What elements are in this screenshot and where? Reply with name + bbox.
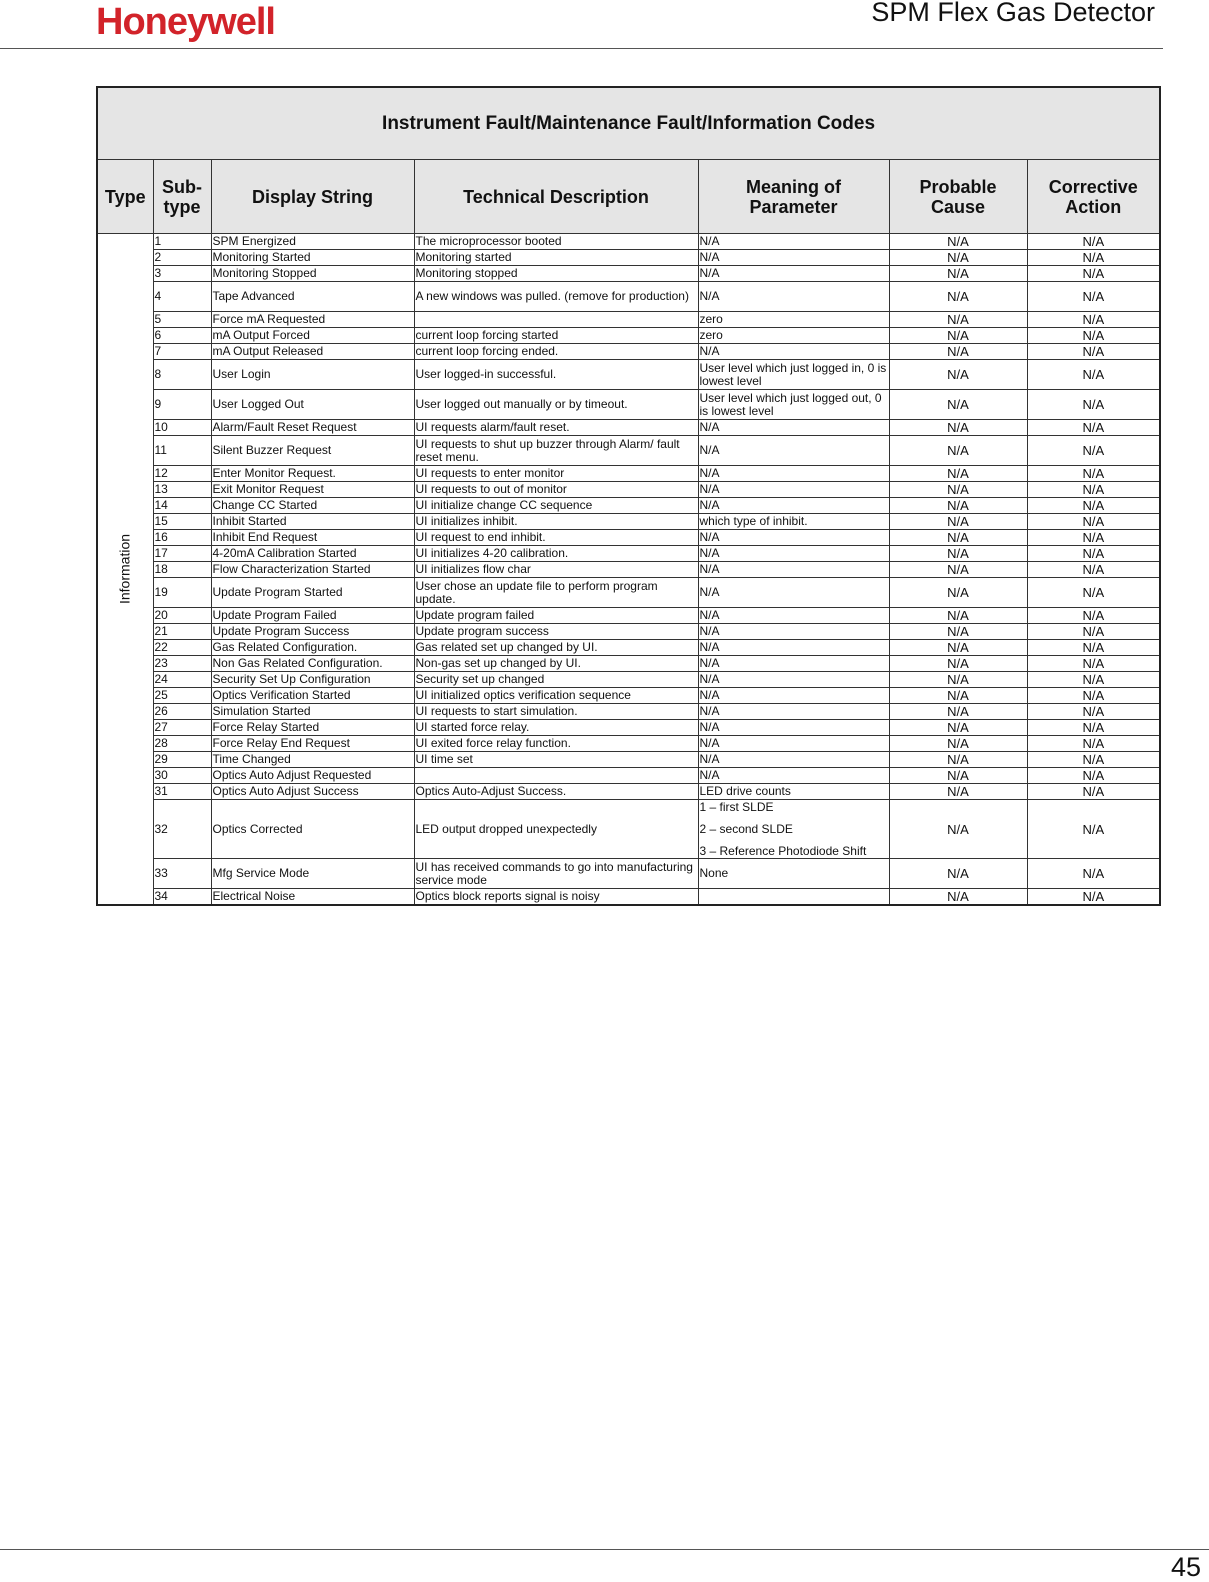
display-string-cell: Silent Buzzer Request — [211, 436, 414, 466]
technical-description-cell: UI started force relay. — [414, 720, 698, 736]
subtype-cell: 8 — [153, 360, 211, 390]
probable-cause-cell: N/A — [889, 784, 1027, 800]
display-string-cell: Gas Related Configuration. — [211, 640, 414, 656]
technical-description-cell: UI initializes inhibit. — [414, 514, 698, 530]
table-row — [97, 672, 1160, 688]
technical-description-cell: UI initializes flow char — [414, 562, 698, 578]
display-string-cell: Force mA Requested — [211, 312, 414, 328]
meaning-of-parameter-cell: N/A — [698, 752, 889, 768]
technical-description-cell: A new windows was pulled. (remove for production) — [414, 282, 698, 312]
probable-cause-cell: N/A — [889, 656, 1027, 672]
table-row — [97, 360, 1160, 390]
meaning-of-parameter-cell: N/A — [698, 608, 889, 624]
corrective-action-cell: N/A — [1027, 420, 1160, 436]
meaning-of-parameter-cell: N/A — [698, 250, 889, 266]
display-string-cell: Force Relay End Request — [211, 736, 414, 752]
subtype-cell: 13 — [153, 482, 211, 498]
meaning-of-parameter-cell: N/A — [698, 704, 889, 720]
subtype-cell: 31 — [153, 784, 211, 800]
display-string-cell: Flow Characterization Started — [211, 562, 414, 578]
table-row — [97, 530, 1160, 546]
corrective-action-cell: N/A — [1027, 859, 1160, 889]
meaning-of-parameter-cell: N/A — [698, 482, 889, 498]
subtype-cell: 33 — [153, 859, 211, 889]
meaning-of-parameter-cell — [698, 800, 889, 859]
technical-description-cell: Monitoring started — [414, 250, 698, 266]
probable-cause-cell: N/A — [889, 530, 1027, 546]
subtype-cell: 34 — [153, 889, 211, 906]
display-string-cell: Tape Advanced — [211, 282, 414, 312]
probable-cause-cell: N/A — [889, 234, 1027, 250]
meaning-of-parameter-cell: N/A — [698, 672, 889, 688]
meaning-of-parameter-cell: N/A — [698, 266, 889, 282]
corrective-action-cell: N/A — [1027, 752, 1160, 768]
column-header-corrective-action: Corrective Action — [1027, 160, 1160, 234]
technical-description-cell — [414, 312, 698, 328]
display-string-cell: mA Output Forced — [211, 328, 414, 344]
display-string-cell: User Login — [211, 360, 414, 390]
technical-description-cell — [414, 768, 698, 784]
corrective-action-cell: N/A — [1027, 736, 1160, 752]
meaning-of-parameter-cell: User level which just logged in, 0 is lowest level — [698, 360, 889, 390]
subtype-cell: 19 — [153, 578, 211, 608]
probable-cause-cell: N/A — [889, 768, 1027, 784]
display-string-cell: Simulation Started — [211, 704, 414, 720]
subtype-cell: 9 — [153, 390, 211, 420]
meaning-of-parameter-cell: N/A — [698, 688, 889, 704]
probable-cause-cell: N/A — [889, 704, 1027, 720]
subtype-cell: 27 — [153, 720, 211, 736]
table-row — [97, 608, 1160, 624]
display-string-cell: Monitoring Started — [211, 250, 414, 266]
corrective-action-cell: N/A — [1027, 498, 1160, 514]
probable-cause-cell: N/A — [889, 859, 1027, 889]
subtype-cell: 32 — [153, 800, 211, 859]
probable-cause-cell: N/A — [889, 282, 1027, 312]
technical-description-cell: UI exited force relay function. — [414, 736, 698, 752]
table-row — [97, 752, 1160, 768]
subtype-cell: 30 — [153, 768, 211, 784]
corrective-action-cell: N/A — [1027, 514, 1160, 530]
display-string-cell: Alarm/Fault Reset Request — [211, 420, 414, 436]
subtype-cell: 12 — [153, 466, 211, 482]
table-row — [97, 784, 1160, 800]
column-header-subtype: Sub-type — [153, 160, 211, 234]
parameter-line: 2 – second SLDE — [699, 821, 793, 836]
probable-cause-cell: N/A — [889, 624, 1027, 640]
technical-description-cell: Gas related set up changed by UI. — [414, 640, 698, 656]
table-row — [97, 266, 1160, 282]
subtype-cell: 26 — [153, 704, 211, 720]
column-header-type: Type — [97, 160, 153, 234]
meaning-of-parameter-cell: N/A — [698, 656, 889, 672]
meaning-of-parameter-cell: N/A — [698, 578, 889, 608]
corrective-action-cell: N/A — [1027, 436, 1160, 466]
display-string-cell: Time Changed — [211, 752, 414, 768]
table-body — [97, 234, 1160, 906]
probable-cause-cell: N/A — [889, 344, 1027, 360]
technical-description-cell: User logged-in successful. — [414, 360, 698, 390]
type-cell — [97, 234, 153, 906]
table-row — [97, 768, 1160, 784]
display-string-cell: User Logged Out — [211, 390, 414, 420]
technical-description-cell: Update program success — [414, 624, 698, 640]
meaning-of-parameter-cell: User level which just logged out, 0 is lowest level — [698, 390, 889, 420]
display-string-cell: Mfg Service Mode — [211, 859, 414, 889]
technical-description-cell: UI request to end inhibit. — [414, 530, 698, 546]
probable-cause-cell: N/A — [889, 390, 1027, 420]
technical-description-cell: The microprocessor booted — [414, 234, 698, 250]
technical-description-cell: User logged out manually or by timeout. — [414, 390, 698, 420]
meaning-of-parameter-cell: N/A — [698, 768, 889, 784]
meaning-of-parameter-cell: N/A — [698, 624, 889, 640]
meaning-of-parameter-cell — [698, 889, 889, 906]
technical-description-cell: Optics block reports signal is noisy — [414, 889, 698, 906]
subtype-cell: 6 — [153, 328, 211, 344]
header-divider — [0, 48, 1163, 49]
parameter-line: 1 – first SLDE — [699, 799, 774, 814]
table-caption: Instrument Fault/Maintenance Fault/Information Codes — [97, 87, 1160, 160]
column-header-meaning-of-parameter: Meaning of Parameter — [698, 160, 889, 234]
corrective-action-cell: N/A — [1027, 250, 1160, 266]
corrective-action-cell: N/A — [1027, 482, 1160, 498]
technical-description-cell: UI requests to enter monitor — [414, 466, 698, 482]
technical-description-cell: LED output dropped unexpectedly — [414, 800, 698, 859]
subtype-cell: 24 — [153, 672, 211, 688]
corrective-action-cell: N/A — [1027, 344, 1160, 360]
corrective-action-cell: N/A — [1027, 546, 1160, 562]
technical-description-cell: current loop forcing ended. — [414, 344, 698, 360]
table-row — [97, 800, 1160, 859]
probable-cause-cell: N/A — [889, 328, 1027, 344]
technical-description-cell: UI requests to start simulation. — [414, 704, 698, 720]
honeywell-logo: Honeywell — [96, 1, 275, 43]
corrective-action-cell: N/A — [1027, 328, 1160, 344]
corrective-action-cell: N/A — [1027, 889, 1160, 906]
display-string-cell: Non Gas Related Configuration. — [211, 656, 414, 672]
table-row — [97, 436, 1160, 466]
subtype-cell: 10 — [153, 420, 211, 436]
probable-cause-cell: N/A — [889, 266, 1027, 282]
probable-cause-cell: N/A — [889, 578, 1027, 608]
display-string-cell: 4-20mA Calibration Started — [211, 546, 414, 562]
table-row — [97, 859, 1160, 889]
display-string-cell: Update Program Failed — [211, 608, 414, 624]
subtype-cell: 21 — [153, 624, 211, 640]
probable-cause-cell: N/A — [889, 436, 1027, 466]
technical-description-cell: UI time set — [414, 752, 698, 768]
type-label: Information — [116, 533, 133, 605]
subtype-cell: 1 — [153, 234, 211, 250]
subtype-cell: 25 — [153, 688, 211, 704]
technical-description-cell: UI initializes 4-20 calibration. — [414, 546, 698, 562]
table-row — [97, 234, 1160, 250]
display-string-cell: Force Relay Started — [211, 720, 414, 736]
table-row — [97, 250, 1160, 266]
display-string-cell: Monitoring Stopped — [211, 266, 414, 282]
subtype-cell: 16 — [153, 530, 211, 546]
corrective-action-cell: N/A — [1027, 640, 1160, 656]
subtype-cell: 7 — [153, 344, 211, 360]
table-row — [97, 736, 1160, 752]
probable-cause-cell: N/A — [889, 514, 1027, 530]
table-row — [97, 514, 1160, 530]
technical-description-cell: current loop forcing started — [414, 328, 698, 344]
document-title: SPM Flex Gas Detector — [871, 0, 1155, 27]
subtype-cell: 20 — [153, 608, 211, 624]
corrective-action-cell: N/A — [1027, 530, 1160, 546]
table-row — [97, 640, 1160, 656]
table-row — [97, 498, 1160, 514]
display-string-cell: Inhibit Started — [211, 514, 414, 530]
corrective-action-cell: N/A — [1027, 784, 1160, 800]
table-row — [97, 704, 1160, 720]
meaning-of-parameter-cell: N/A — [698, 562, 889, 578]
technical-description-cell: UI initialize change CC sequence — [414, 498, 698, 514]
subtype-cell: 29 — [153, 752, 211, 768]
technical-description-cell: Non-gas set up changed by UI. — [414, 656, 698, 672]
display-string-cell: Optics Verification Started — [211, 688, 414, 704]
probable-cause-cell: N/A — [889, 546, 1027, 562]
display-string-cell: Electrical Noise — [211, 889, 414, 906]
technical-description-cell: Update program failed — [414, 608, 698, 624]
display-string-cell: Optics Corrected — [211, 800, 414, 859]
technical-description-cell: User chose an update file to perform program update. — [414, 578, 698, 608]
corrective-action-cell: N/A — [1027, 390, 1160, 420]
display-string-cell: SPM Energized — [211, 234, 414, 250]
corrective-action-cell: N/A — [1027, 234, 1160, 250]
probable-cause-cell: N/A — [889, 562, 1027, 578]
meaning-of-parameter-cell: N/A — [698, 466, 889, 482]
display-string-cell: Update Program Success — [211, 624, 414, 640]
display-string-cell: Security Set Up Configuration — [211, 672, 414, 688]
meaning-of-parameter-cell: which type of inhibit. — [698, 514, 889, 530]
table-row — [97, 720, 1160, 736]
subtype-cell: 2 — [153, 250, 211, 266]
technical-description-cell: Monitoring stopped — [414, 266, 698, 282]
meaning-of-parameter-cell: N/A — [698, 282, 889, 312]
table-row — [97, 420, 1160, 436]
meaning-of-parameter-cell: N/A — [698, 420, 889, 436]
subtype-cell: 17 — [153, 546, 211, 562]
corrective-action-cell: N/A — [1027, 466, 1160, 482]
page-number: 45 — [1170, 1552, 1201, 1582]
subtype-cell: 3 — [153, 266, 211, 282]
table-row — [97, 482, 1160, 498]
probable-cause-cell: N/A — [889, 608, 1027, 624]
subtype-cell: 28 — [153, 736, 211, 752]
column-header-probable-cause: Probable Cause — [889, 160, 1027, 234]
probable-cause-cell: N/A — [889, 498, 1027, 514]
display-string-cell: Update Program Started — [211, 578, 414, 608]
technical-description-cell: Security set up changed — [414, 672, 698, 688]
subtype-cell: 11 — [153, 436, 211, 466]
corrective-action-cell: N/A — [1027, 720, 1160, 736]
corrective-action-cell: N/A — [1027, 624, 1160, 640]
meaning-of-parameter-cell: N/A — [698, 344, 889, 360]
corrective-action-cell: N/A — [1027, 608, 1160, 624]
corrective-action-cell: N/A — [1027, 312, 1160, 328]
subtype-cell: 4 — [153, 282, 211, 312]
table-row — [97, 578, 1160, 608]
probable-cause-cell: N/A — [889, 752, 1027, 768]
meaning-of-parameter-cell: N/A — [698, 640, 889, 656]
meaning-of-parameter-cell: zero — [698, 312, 889, 328]
meaning-of-parameter-cell: N/A — [698, 234, 889, 250]
probable-cause-cell: N/A — [889, 720, 1027, 736]
table-row — [97, 688, 1160, 704]
subtype-cell: 15 — [153, 514, 211, 530]
probable-cause-cell: N/A — [889, 420, 1027, 436]
technical-description-cell: Optics Auto-Adjust Success. — [414, 784, 698, 800]
display-string-cell: Exit Monitor Request — [211, 482, 414, 498]
meaning-of-parameter-cell: LED drive counts — [698, 784, 889, 800]
corrective-action-cell: N/A — [1027, 578, 1160, 608]
technical-description-cell: UI initialized optics verification sequence — [414, 688, 698, 704]
table-row — [97, 656, 1160, 672]
probable-cause-cell: N/A — [889, 736, 1027, 752]
display-string-cell: Optics Auto Adjust Requested — [211, 768, 414, 784]
subtype-cell: 22 — [153, 640, 211, 656]
table-row — [97, 889, 1160, 906]
technical-description-cell: UI requests to shut up buzzer through Alarm/ fault reset menu. — [414, 436, 698, 466]
meaning-of-parameter-cell: N/A — [698, 498, 889, 514]
meaning-of-parameter-cell: N/A — [698, 546, 889, 562]
display-string-cell: mA Output Released — [211, 344, 414, 360]
meaning-of-parameter-cell: N/A — [698, 720, 889, 736]
meaning-of-parameter-cell: N/A — [698, 436, 889, 466]
corrective-action-cell: N/A — [1027, 688, 1160, 704]
footer-divider — [0, 1549, 1209, 1550]
probable-cause-cell: N/A — [889, 482, 1027, 498]
probable-cause-cell: N/A — [889, 640, 1027, 656]
parameter-line: 3 – Reference Photodiode Shift — [699, 843, 867, 858]
fault-codes-table — [96, 86, 1161, 906]
probable-cause-cell: N/A — [889, 312, 1027, 328]
display-string-cell: Change CC Started — [211, 498, 414, 514]
table-row — [97, 344, 1160, 360]
corrective-action-cell: N/A — [1027, 282, 1160, 312]
corrective-action-cell: N/A — [1027, 656, 1160, 672]
corrective-action-cell: N/A — [1027, 800, 1160, 859]
corrective-action-cell: N/A — [1027, 360, 1160, 390]
technical-description-cell: UI requests alarm/fault reset. — [414, 420, 698, 436]
probable-cause-cell: N/A — [889, 360, 1027, 390]
corrective-action-cell: N/A — [1027, 672, 1160, 688]
subtype-cell: 14 — [153, 498, 211, 514]
display-string-cell: Enter Monitor Request. — [211, 466, 414, 482]
table-row — [97, 624, 1160, 640]
probable-cause-cell: N/A — [889, 250, 1027, 266]
subtype-cell: 5 — [153, 312, 211, 328]
table-row — [97, 312, 1160, 328]
table-row — [97, 546, 1160, 562]
technical-description-cell: UI requests to out of monitor — [414, 482, 698, 498]
meaning-of-parameter-cell: N/A — [698, 736, 889, 752]
corrective-action-cell: N/A — [1027, 562, 1160, 578]
table-row — [97, 562, 1160, 578]
corrective-action-cell: N/A — [1027, 704, 1160, 720]
column-header-technical-description: Technical Description — [414, 160, 698, 234]
table-row — [97, 282, 1160, 312]
meaning-of-parameter-cell: N/A — [698, 530, 889, 546]
display-string-cell: Inhibit End Request — [211, 530, 414, 546]
subtype-cell: 18 — [153, 562, 211, 578]
column-header-display-string: Display String — [211, 160, 414, 234]
table-row — [97, 328, 1160, 344]
table-row — [97, 466, 1160, 482]
probable-cause-cell: N/A — [889, 688, 1027, 704]
probable-cause-cell: N/A — [889, 672, 1027, 688]
probable-cause-cell: N/A — [889, 889, 1027, 906]
probable-cause-cell: N/A — [889, 466, 1027, 482]
meaning-of-parameter-cell: None — [698, 859, 889, 889]
meaning-of-parameter-cell: zero — [698, 328, 889, 344]
subtype-cell: 23 — [153, 656, 211, 672]
probable-cause-cell: N/A — [889, 800, 1027, 859]
corrective-action-cell: N/A — [1027, 768, 1160, 784]
table-row — [97, 390, 1160, 420]
corrective-action-cell: N/A — [1027, 266, 1160, 282]
display-string-cell: Optics Auto Adjust Success — [211, 784, 414, 800]
technical-description-cell: UI has received commands to go into manufacturing service mode — [414, 859, 698, 889]
